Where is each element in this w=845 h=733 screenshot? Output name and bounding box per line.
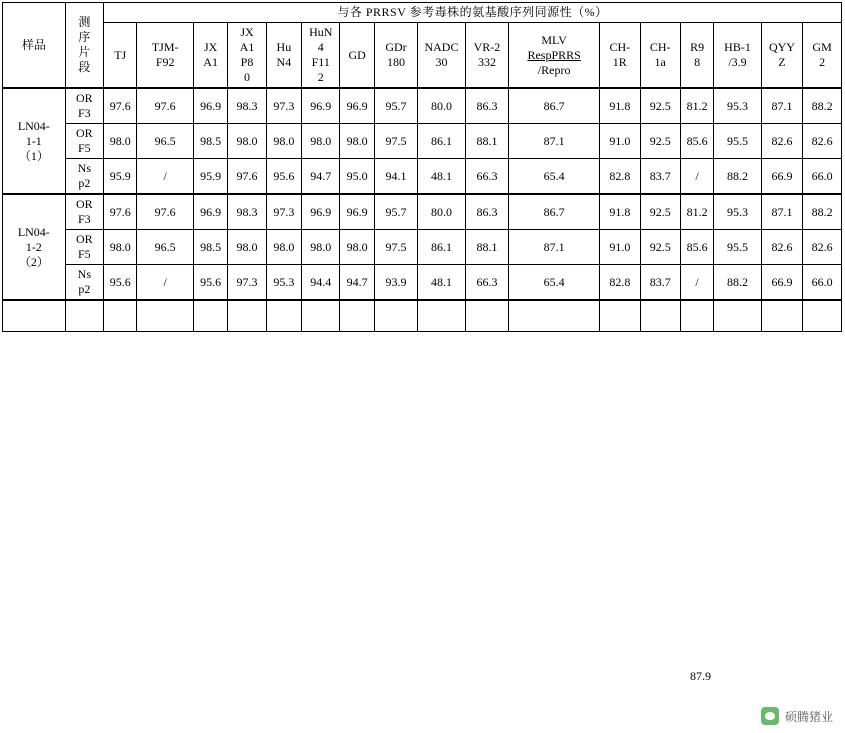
value-cell xyxy=(465,300,508,332)
value-cell: 98.0 xyxy=(266,230,301,265)
value-cell: / xyxy=(137,265,194,301)
strain-line: 180 xyxy=(387,55,405,69)
segment-line: p2 xyxy=(78,282,91,296)
value-cell: 82.6 xyxy=(761,124,802,159)
strain-line: VR-2 xyxy=(473,40,501,54)
value-cell: 82.6 xyxy=(761,230,802,265)
segment-cell xyxy=(65,88,103,124)
value-cell: 87.1 xyxy=(509,124,600,159)
value-cell: 85.6 xyxy=(680,230,713,265)
value-cell: 97.3 xyxy=(266,88,301,124)
segment-line: F3 xyxy=(77,106,91,120)
value-cell: 95.5 xyxy=(714,124,761,159)
table-row xyxy=(3,194,842,230)
strain-header-hun4 xyxy=(266,23,301,89)
strain-header-ch1r xyxy=(600,23,640,89)
strain-header-qyyz xyxy=(761,23,802,89)
sample-cell-group-2 xyxy=(3,194,66,300)
strain-line: N4 xyxy=(276,55,292,69)
strain-header-vr2332 xyxy=(465,23,508,89)
strain-line: 1a xyxy=(654,55,666,69)
value-cell xyxy=(680,300,713,332)
strain-line: /Repro xyxy=(537,62,571,77)
value-cell: / xyxy=(680,159,713,195)
header-sample: 样品 xyxy=(3,3,66,89)
value-cell: 96.9 xyxy=(340,88,374,124)
value-cell: 81.2 xyxy=(680,194,713,230)
value-cell: 95.9 xyxy=(193,159,227,195)
value-cell: 96.9 xyxy=(302,88,340,124)
value-cell: 93.9 xyxy=(374,265,417,301)
value-cell: 66.0 xyxy=(803,265,842,301)
strain-line: P8 xyxy=(240,55,254,69)
value-cell xyxy=(302,300,340,332)
strain-line: A1 xyxy=(239,40,255,54)
segment-line: Ns xyxy=(77,267,91,281)
strain-line: 8 xyxy=(694,55,701,69)
strain-header-jxa1p80 xyxy=(228,23,266,89)
table-row xyxy=(3,230,842,265)
value-cell: 48.1 xyxy=(418,265,465,301)
value-cell: / xyxy=(137,159,194,195)
value-cell: 86.3 xyxy=(465,88,508,124)
value-cell: 95.6 xyxy=(104,265,137,301)
segment-cell xyxy=(65,159,103,195)
value-cell: 82.6 xyxy=(803,124,842,159)
strain-line: GM xyxy=(812,40,832,54)
value-cell: 94.4 xyxy=(302,265,340,301)
table-row xyxy=(3,159,842,195)
watermark xyxy=(761,707,833,725)
value-cell: 86.1 xyxy=(418,124,465,159)
value-cell: 97.6 xyxy=(137,194,194,230)
header-segment-line-3: 片 xyxy=(78,45,91,59)
segment-cell xyxy=(65,265,103,301)
strain-line: F92 xyxy=(155,55,175,69)
value-cell: 96.9 xyxy=(340,194,374,230)
value-cell xyxy=(340,300,374,332)
value-cell: 82.6 xyxy=(803,230,842,265)
value-cell: 92.5 xyxy=(640,230,680,265)
value-cell xyxy=(137,300,194,332)
value-cell: 82.8 xyxy=(600,159,640,195)
strain-line: QYY xyxy=(768,40,795,54)
segment-cell-partial xyxy=(65,300,103,332)
header-segment xyxy=(65,3,103,89)
sample-cell-partial xyxy=(3,300,66,332)
value-cell: 94.1 xyxy=(374,159,417,195)
value-cell xyxy=(228,300,266,332)
sample-line: （1） xyxy=(18,148,49,163)
strain-line: RespPRRS xyxy=(527,47,581,62)
value-cell: 94.7 xyxy=(340,265,374,301)
value-cell: 86.1 xyxy=(418,230,465,265)
strain-line: HB-1 xyxy=(724,40,751,54)
strain-header-ch1a xyxy=(640,23,680,89)
segment-line: OR xyxy=(76,91,93,105)
strain-line: 332 xyxy=(477,55,496,69)
strain-header-nadc30 xyxy=(418,23,465,89)
value-cell: 66.0 xyxy=(803,159,842,195)
strain-line: 2 xyxy=(317,70,324,84)
strain-header-gdr180 xyxy=(374,23,417,89)
value-cell: 95.9 xyxy=(104,159,137,195)
strain-line: HuN xyxy=(309,25,333,39)
value-cell: 92.5 xyxy=(640,88,680,124)
value-cell xyxy=(418,300,465,332)
value-cell: 97.3 xyxy=(228,265,266,301)
value-cell: 97.5 xyxy=(374,230,417,265)
header-row-title xyxy=(3,3,842,23)
header-title: 与各 PRRSV 参考毒株的氨基酸序列同源性（%） xyxy=(104,3,842,23)
value-cell xyxy=(640,300,680,332)
value-cell: 97.6 xyxy=(104,88,137,124)
watermark-label: 硕腾猪业 xyxy=(784,709,833,724)
value-cell: 95.6 xyxy=(193,265,227,301)
strain-line: JX xyxy=(240,25,254,39)
strain-line: R9 xyxy=(690,40,705,54)
strain-line: 0 xyxy=(243,70,250,84)
value-cell: 98.0 xyxy=(104,124,137,159)
value-cell: 98.5 xyxy=(193,124,227,159)
strain-line: TJM- xyxy=(151,40,179,54)
table-body xyxy=(3,88,842,332)
table-row xyxy=(3,124,842,159)
strain-header-tj xyxy=(104,23,137,89)
value-cell: 96.5 xyxy=(137,124,194,159)
homology-table xyxy=(2,2,842,332)
value-cell: 85.6 xyxy=(680,124,713,159)
value-cell: 80.0 xyxy=(418,88,465,124)
value-cell: 66.9 xyxy=(761,159,802,195)
segment-line: Ns xyxy=(77,161,91,175)
strain-line: F11 xyxy=(311,55,330,69)
value-cell: 65.4 xyxy=(509,265,600,301)
strain-line: A1 xyxy=(203,55,218,69)
value-cell: 87.1 xyxy=(509,230,600,265)
value-cell: 97.6 xyxy=(104,194,137,230)
value-cell: 92.5 xyxy=(640,194,680,230)
strain-line: NADC xyxy=(424,40,459,54)
value-cell: 95.3 xyxy=(714,88,761,124)
header-segment-line-1: 测 xyxy=(78,15,91,29)
value-cell: 86.7 xyxy=(509,88,600,124)
strain-line: CH- xyxy=(609,40,631,54)
value-cell xyxy=(374,300,417,332)
value-cell: 48.1 xyxy=(418,159,465,195)
table-row xyxy=(3,265,842,301)
value-cell: 94.7 xyxy=(302,159,340,195)
value-cell: 95.7 xyxy=(374,88,417,124)
value-cell: 98.0 xyxy=(266,124,301,159)
value-cell: 98.3 xyxy=(228,194,266,230)
strain-header-jxa1 xyxy=(193,23,227,89)
value-cell: 98.0 xyxy=(340,230,374,265)
value-cell: 83.7 xyxy=(640,159,680,195)
value-cell xyxy=(193,300,227,332)
value-cell: 98.0 xyxy=(302,124,340,159)
value-cell xyxy=(803,300,842,332)
value-cell: 87.1 xyxy=(761,194,802,230)
value-cell: 88.2 xyxy=(714,265,761,301)
strain-header-tjm-f92 xyxy=(137,23,194,89)
value-cell xyxy=(714,300,761,332)
segment-line: F3 xyxy=(77,212,91,226)
segment-line: p2 xyxy=(78,176,91,190)
floating-value-overlay: 87.9 xyxy=(690,669,711,683)
strain-header-hun4f112 xyxy=(302,23,340,89)
value-cell: 88.1 xyxy=(465,124,508,159)
segment-cell xyxy=(65,194,103,230)
value-cell: 97.6 xyxy=(137,88,194,124)
value-cell: 98.0 xyxy=(104,230,137,265)
value-cell: 98.0 xyxy=(228,124,266,159)
strain-header-gd xyxy=(340,23,374,89)
value-cell: 97.6 xyxy=(228,159,266,195)
segment-line: OR xyxy=(76,232,93,246)
table-header xyxy=(3,3,842,89)
value-cell: 95.6 xyxy=(266,159,301,195)
sample-line: （2） xyxy=(18,254,49,269)
value-cell xyxy=(600,300,640,332)
value-cell: 92.5 xyxy=(640,124,680,159)
value-cell: 82.8 xyxy=(600,265,640,301)
value-cell xyxy=(266,300,301,332)
table-row xyxy=(3,300,842,332)
segment-cell xyxy=(65,230,103,265)
strain-header-mlv-respprrs-repro xyxy=(509,23,600,89)
value-cell: 96.9 xyxy=(302,194,340,230)
value-cell: 97.5 xyxy=(374,124,417,159)
value-cell: 95.0 xyxy=(340,159,374,195)
value-cell: 91.8 xyxy=(600,194,640,230)
value-cell: 98.5 xyxy=(193,230,227,265)
table-row xyxy=(3,88,842,124)
strain-line: Hu xyxy=(276,40,292,54)
value-cell: 65.4 xyxy=(509,159,600,195)
sample-line: 1-1 xyxy=(25,133,42,148)
segment-line: F5 xyxy=(77,247,91,261)
value-cell: 83.7 xyxy=(640,265,680,301)
value-cell: 96.9 xyxy=(193,194,227,230)
value-cell: 88.2 xyxy=(803,194,842,230)
strain-header-gm2 xyxy=(803,23,842,89)
value-cell: 95.3 xyxy=(266,265,301,301)
segment-line: F5 xyxy=(77,141,91,155)
strain-line: TJ xyxy=(114,47,127,62)
value-cell: 95.5 xyxy=(714,230,761,265)
segment-cell xyxy=(65,124,103,159)
strain-line: 4 xyxy=(317,40,324,54)
strain-line: GD xyxy=(348,47,366,62)
value-cell: 97.3 xyxy=(266,194,301,230)
value-cell: 86.3 xyxy=(465,194,508,230)
strain-line: 1R xyxy=(612,55,627,69)
value-cell: 66.3 xyxy=(465,159,508,195)
value-cell: 81.2 xyxy=(680,88,713,124)
value-cell: 66.9 xyxy=(761,265,802,301)
value-cell: 98.0 xyxy=(340,124,374,159)
strain-line: Z xyxy=(778,55,786,69)
value-cell: 95.3 xyxy=(714,194,761,230)
value-cell: 88.2 xyxy=(714,159,761,195)
value-cell: 96.5 xyxy=(137,230,194,265)
strain-header-hb1-3-9 xyxy=(714,23,761,89)
strain-header-r98 xyxy=(680,23,713,89)
value-cell: 66.3 xyxy=(465,265,508,301)
value-cell: 86.7 xyxy=(509,194,600,230)
value-cell: 91.0 xyxy=(600,230,640,265)
strain-line: /3.9 xyxy=(728,55,747,69)
value-cell: 98.0 xyxy=(302,230,340,265)
sample-cell-group-1 xyxy=(3,88,66,194)
value-cell: 80.0 xyxy=(418,194,465,230)
strain-line: 2 xyxy=(819,55,826,69)
value-cell: / xyxy=(680,265,713,301)
sample-line: 1-2 xyxy=(25,239,42,254)
value-cell xyxy=(104,300,137,332)
value-cell: 96.9 xyxy=(193,88,227,124)
header-row-strains xyxy=(3,23,842,89)
strain-line: MLV xyxy=(541,32,567,47)
value-cell: 98.3 xyxy=(228,88,266,124)
pig-logo-icon xyxy=(761,707,779,725)
value-cell: 98.0 xyxy=(228,230,266,265)
value-cell: 91.0 xyxy=(600,124,640,159)
segment-line: OR xyxy=(76,197,93,211)
value-cell: 88.2 xyxy=(803,88,842,124)
value-cell xyxy=(761,300,802,332)
value-cell: 95.7 xyxy=(374,194,417,230)
value-cell: 88.1 xyxy=(465,230,508,265)
strain-line: JX xyxy=(203,40,218,54)
value-cell: 91.8 xyxy=(600,88,640,124)
strain-line: GDr xyxy=(385,40,407,54)
strain-line: 30 xyxy=(435,55,448,69)
sample-line: LN04- xyxy=(17,118,50,133)
value-cell: 87.1 xyxy=(761,88,802,124)
strain-line: CH- xyxy=(649,40,671,54)
header-segment-line-4: 段 xyxy=(78,60,91,74)
sample-line: LN04- xyxy=(17,224,50,239)
segment-line: OR xyxy=(76,126,93,140)
value-cell xyxy=(509,300,600,332)
header-segment-line-2: 序 xyxy=(78,30,91,44)
